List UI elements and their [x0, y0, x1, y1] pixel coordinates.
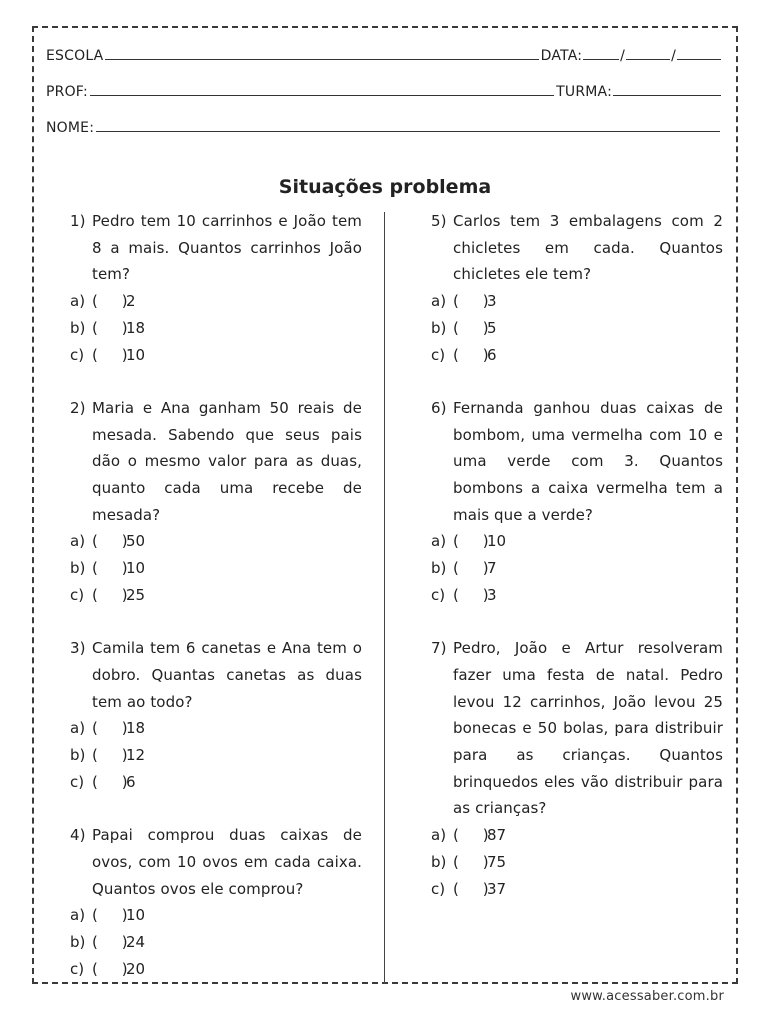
option-letter: b) — [431, 852, 447, 871]
question-block — [70, 635, 362, 795]
answer-checkbox[interactable]: ( ) — [453, 559, 489, 578]
option-letter: a) — [70, 906, 86, 925]
question-block — [70, 822, 362, 982]
header-row-nome — [46, 114, 722, 136]
option-letter: c) — [70, 345, 85, 364]
option-value: 2 — [126, 292, 136, 311]
option-letter: c) — [70, 772, 85, 791]
data-label: DATA: — [540, 48, 583, 64]
option-letter: c) — [70, 585, 85, 604]
answer-checkbox[interactable]: ( ) — [92, 719, 128, 738]
question-number: 7) — [431, 639, 447, 658]
option-letter: b) — [70, 318, 86, 337]
answer-checkbox[interactable]: ( ) — [92, 585, 128, 604]
option-value: 20 — [126, 959, 146, 978]
answer-checkbox[interactable]: ( ) — [453, 826, 489, 845]
nome-label: NOME: — [46, 120, 95, 136]
option-letter: c) — [431, 879, 446, 898]
header-row-prof-turma — [46, 78, 722, 100]
date-separator: / — [671, 48, 676, 64]
option-value: 5 — [487, 318, 497, 337]
option-value: 10 — [126, 345, 146, 364]
nome-field[interactable] — [96, 131, 720, 132]
question-spacer — [70, 368, 362, 395]
option-value: 18 — [126, 318, 146, 337]
answer-option[interactable] — [431, 582, 723, 609]
option-letter: a) — [431, 292, 447, 311]
answer-checkbox[interactable]: ( ) — [92, 906, 128, 925]
option-value: 37 — [487, 879, 507, 898]
answer-checkbox[interactable]: ( ) — [453, 318, 489, 337]
answer-option[interactable] — [70, 769, 362, 796]
answer-option[interactable] — [431, 288, 723, 315]
answer-checkbox[interactable]: ( ) — [92, 345, 128, 364]
question-text-row — [70, 822, 362, 902]
answer-checkbox[interactable]: ( ) — [92, 532, 128, 551]
prof-label: PROF: — [46, 84, 88, 100]
question-text-row — [70, 395, 362, 529]
page-title: Situações problema — [278, 176, 492, 198]
answer-checkbox[interactable]: ( ) — [453, 585, 489, 604]
escola-label: ESCOLA — [46, 48, 104, 64]
answer-option[interactable] — [70, 929, 362, 956]
question-block — [431, 208, 723, 368]
question-text-row — [431, 208, 723, 288]
question-text: Pedro tem 10 carrinhos e João tem 8 a mais. Quantos carrinhos João tem? — [92, 212, 362, 284]
question-number: 3) — [70, 639, 86, 658]
option-value: 7 — [487, 559, 497, 578]
question-spacer — [70, 609, 362, 636]
option-letter: c) — [431, 585, 446, 604]
option-value: 12 — [126, 746, 146, 765]
option-letter: b) — [431, 318, 447, 337]
answer-option[interactable] — [431, 849, 723, 876]
footer-website: www.acessaber.com.br — [570, 989, 724, 1004]
option-letter: a) — [70, 292, 86, 311]
prof-field[interactable] — [90, 95, 554, 96]
turma-field[interactable] — [613, 95, 721, 96]
answer-checkbox[interactable]: ( ) — [453, 532, 489, 551]
option-value: 75 — [487, 852, 507, 871]
question-spacer — [70, 795, 362, 822]
question-number: 5) — [431, 212, 447, 230]
option-letter: b) — [70, 559, 86, 578]
answer-option[interactable] — [431, 315, 723, 342]
option-value: 50 — [126, 532, 146, 551]
question-spacer — [431, 368, 723, 395]
answer-option[interactable] — [431, 342, 723, 369]
question-text-row — [70, 635, 362, 715]
date-year-field[interactable] — [677, 59, 721, 60]
question-text-row — [70, 208, 362, 288]
option-value: 25 — [126, 585, 146, 604]
answer-checkbox[interactable]: ( ) — [453, 879, 489, 898]
option-value: 10 — [126, 906, 146, 925]
question-block — [70, 208, 362, 368]
answer-checkbox[interactable]: ( ) — [92, 318, 128, 337]
option-value: 6 — [487, 345, 497, 364]
option-letter: b) — [431, 559, 447, 578]
answer-option[interactable] — [70, 555, 362, 582]
answer-checkbox[interactable]: ( ) — [92, 292, 128, 311]
escola-field[interactable] — [105, 59, 538, 60]
option-letter: a) — [70, 532, 86, 551]
question-text: Camila tem 6 canetas e Ana tem o dobro. Quantas canetas as duas tem ao todo? — [92, 639, 362, 711]
column-divider — [384, 212, 385, 984]
answer-option[interactable] — [431, 555, 723, 582]
option-value: 3 — [487, 585, 497, 604]
question-text-row — [431, 395, 723, 529]
question-number: 2) — [70, 398, 86, 417]
option-value: 18 — [126, 719, 146, 738]
option-letter: b) — [70, 746, 86, 765]
answer-option[interactable] — [70, 315, 362, 342]
answer-option[interactable] — [70, 715, 362, 742]
answer-checkbox[interactable]: ( ) — [92, 559, 128, 578]
answer-option[interactable] — [70, 956, 362, 983]
answer-checkbox[interactable]: ( ) — [453, 345, 489, 364]
answer-option[interactable] — [70, 528, 362, 555]
answer-checkbox[interactable]: ( ) — [92, 959, 128, 978]
question-number: 4) — [70, 826, 86, 845]
question-text: Fernanda ganhou duas caixas de bombom, uma vermelha com 10 e uma verde com 3. Quantos bombons a caixa vermelha tem a mais que a verde? — [453, 398, 723, 524]
right-question-column — [431, 208, 723, 902]
question-number: 6) — [431, 398, 447, 417]
answer-checkbox[interactable]: ( ) — [453, 292, 489, 311]
answer-option[interactable] — [431, 528, 723, 555]
answer-option[interactable] — [70, 582, 362, 609]
answer-checkbox[interactable]: ( ) — [92, 932, 128, 951]
question-text: Carlos tem 3 embalagens com 2 chicletes em cada. Quantos chicletes ele tem? — [453, 212, 723, 284]
answer-checkbox[interactable]: ( ) — [92, 772, 128, 791]
question-block — [431, 395, 723, 609]
date-day-field[interactable] — [583, 59, 619, 60]
question-text: Maria e Ana ganham 50 reais de mesada. Sabendo que seus pais dão o mesmo valor para as duas, quanto cada uma recebe de mesada? — [92, 398, 362, 524]
option-letter: a) — [431, 826, 447, 845]
answer-option[interactable] — [70, 742, 362, 769]
question-spacer — [431, 609, 723, 636]
question-block — [431, 635, 723, 902]
answer-option[interactable] — [70, 342, 362, 369]
worksheet-frame — [32, 26, 738, 984]
question-block — [70, 395, 362, 609]
turma-label: TURMA: — [556, 84, 612, 100]
option-value: 10 — [487, 532, 507, 551]
answer-checkbox[interactable]: ( ) — [92, 746, 128, 765]
answer-option[interactable] — [431, 876, 723, 903]
date-month-field[interactable] — [626, 59, 670, 60]
question-text: Papai comprou duas caixas de ovos, com 10 ovos em cada caixa. Quantos ovos ele comprou? — [92, 826, 362, 898]
option-letter: a) — [70, 719, 86, 738]
answer-option[interactable] — [431, 822, 723, 849]
question-text-row — [431, 635, 723, 822]
option-value: 3 — [487, 292, 497, 311]
answer-option[interactable] — [70, 902, 362, 929]
option-value: 6 — [126, 772, 136, 791]
question-text: Pedro, João e Artur resolveram fazer uma festa de natal. Pedro levou 12 carrinhos, João levou 25 bonecas e 50 bolas, para distribuir para as crianças. Quantos brinquedos eles vão distribuir para as crianças? — [453, 639, 723, 818]
answer-checkbox[interactable]: ( ) — [453, 852, 489, 871]
option-letter: c) — [70, 959, 85, 978]
option-value: 87 — [487, 826, 507, 845]
option-letter: a) — [431, 532, 447, 551]
header-row-escola-data — [46, 42, 722, 64]
option-letter: b) — [70, 932, 86, 951]
left-question-column — [70, 208, 362, 982]
option-letter: c) — [431, 345, 446, 364]
option-value: 24 — [126, 932, 146, 951]
option-value: 10 — [126, 559, 146, 578]
question-number: 1) — [70, 212, 86, 230]
answer-option[interactable] — [70, 288, 362, 315]
date-separator: / — [620, 48, 626, 64]
